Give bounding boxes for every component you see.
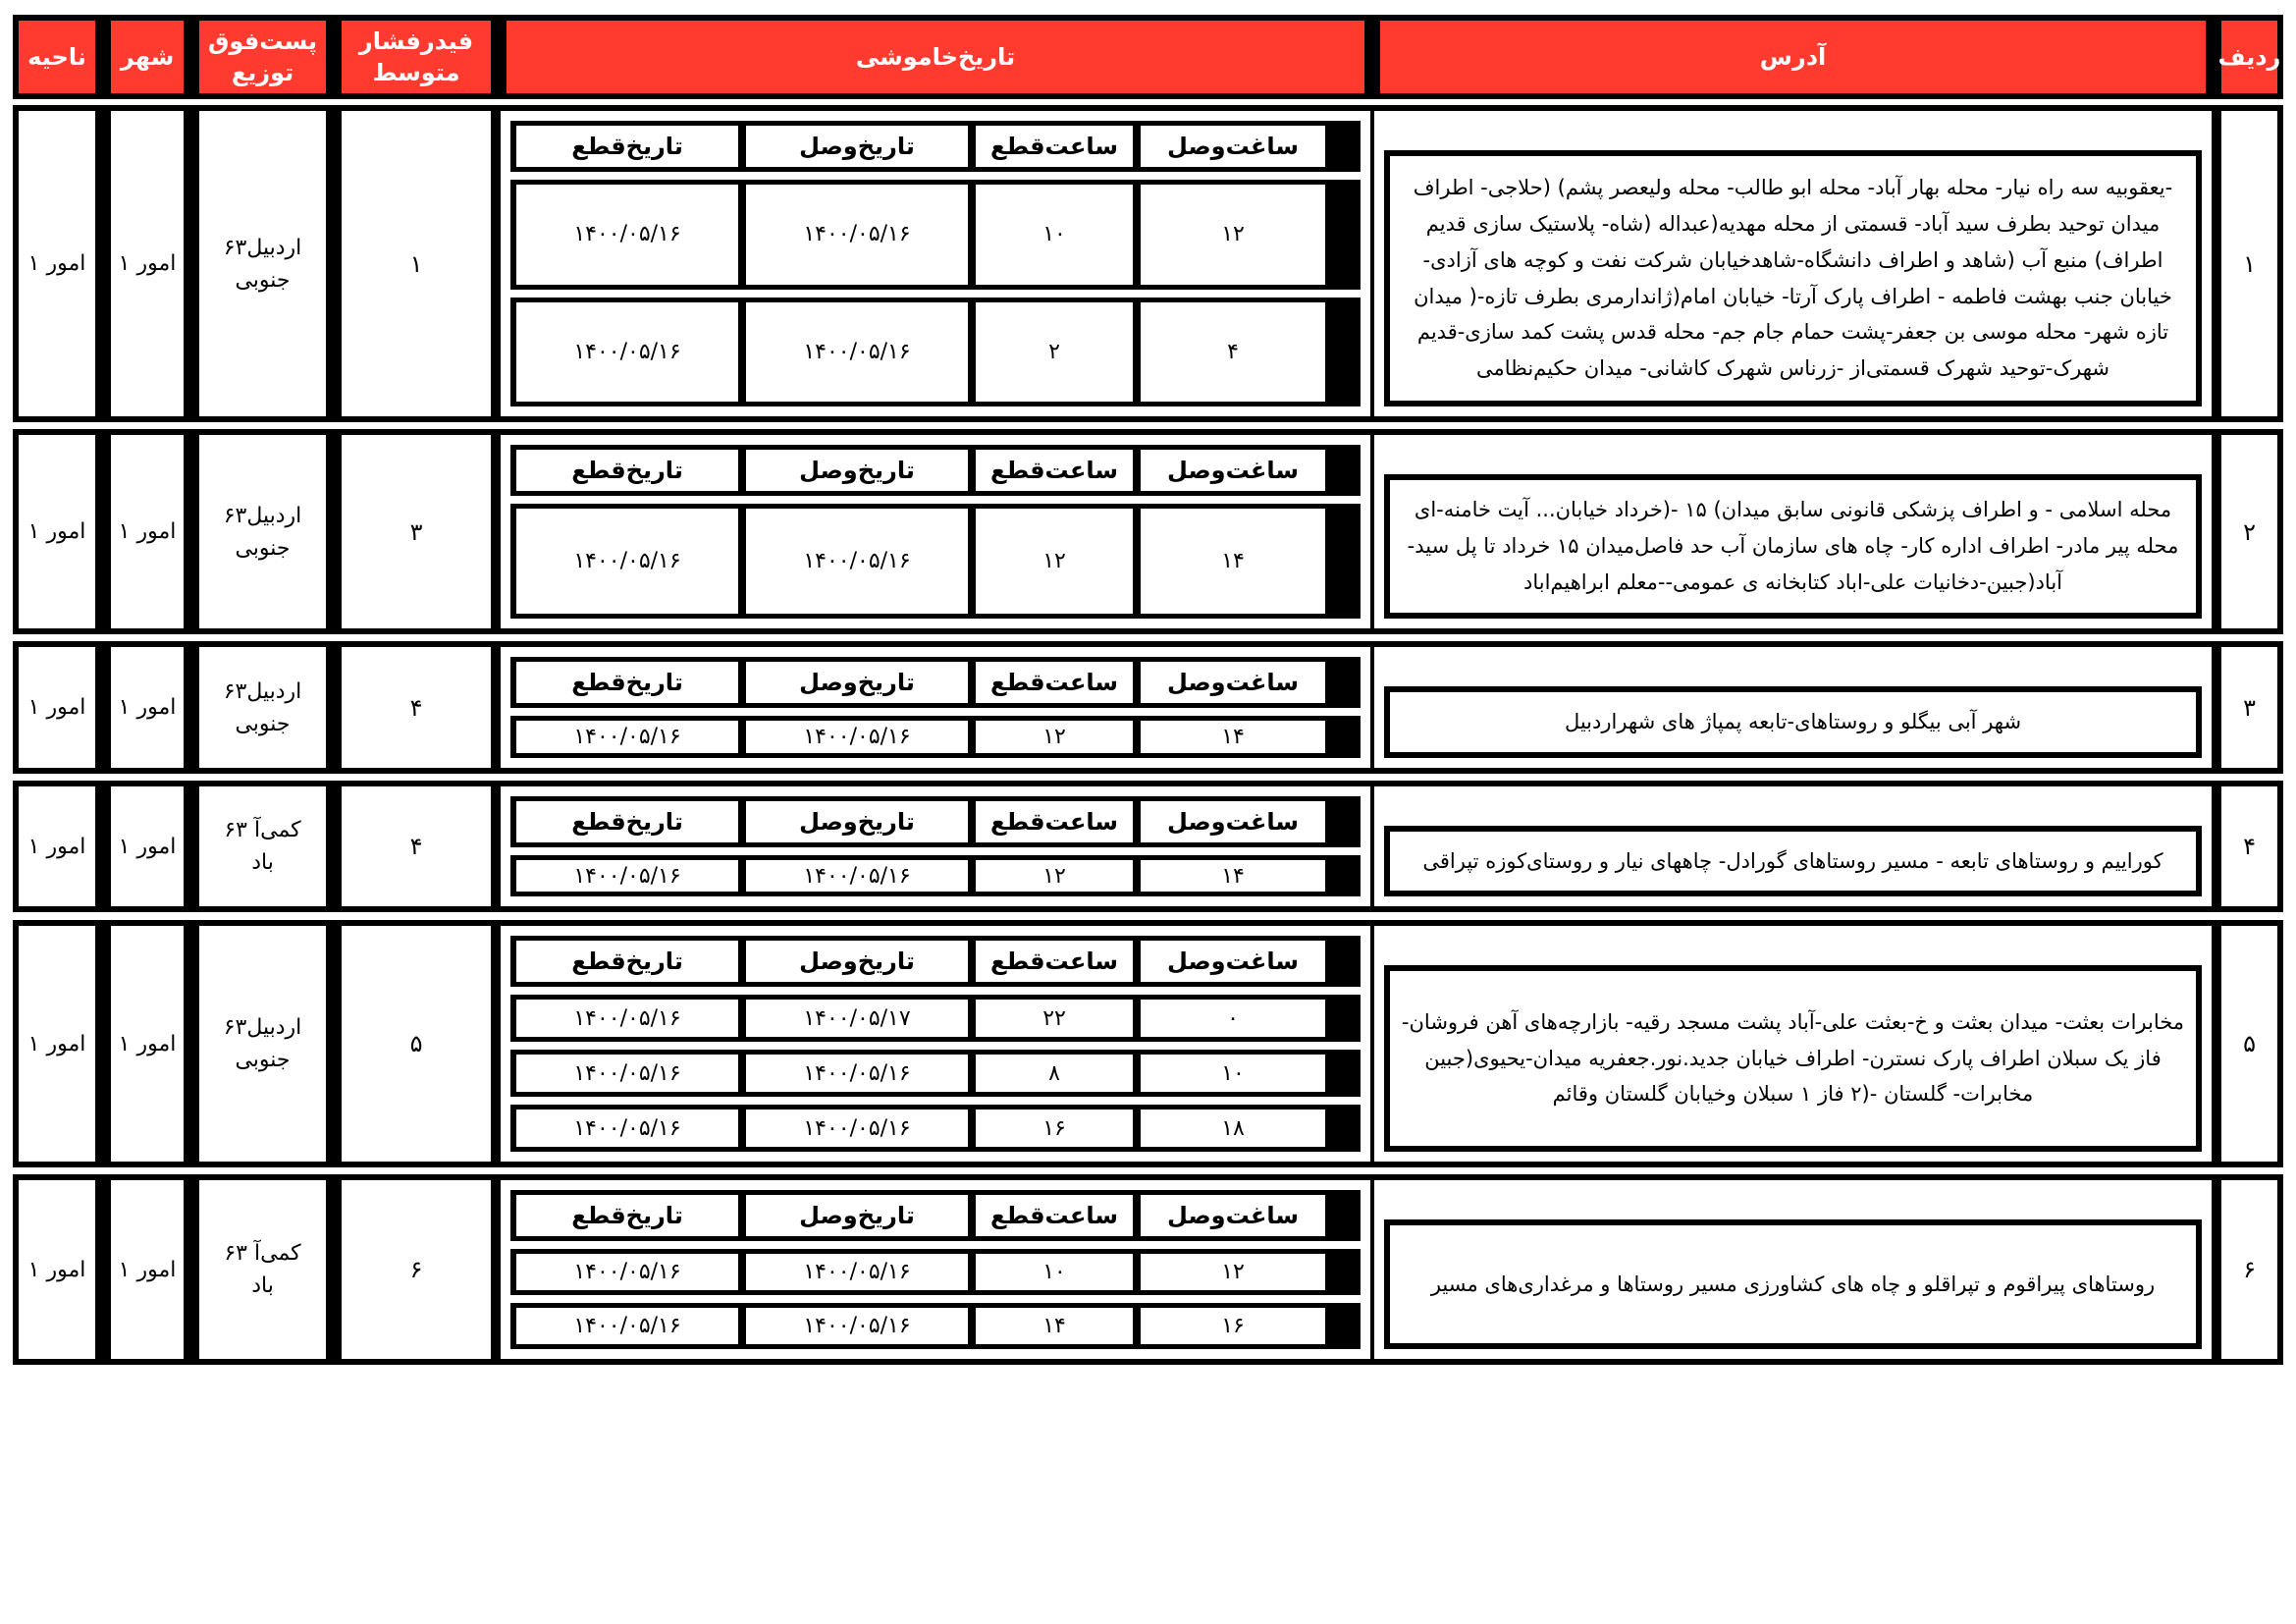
times-connect-date: ۱۴۰۰/۰۵/۱۶ [746,509,968,614]
times-header-connect-date: تاریخ‌وصل [746,662,968,703]
times-row [510,995,1361,1042]
times-header-cut-hour: ساعت‌قطع [976,450,1133,491]
row-substation: اردبیل۶۳ جنوبی [193,641,332,774]
times-connect-hour: ۱۲ [1141,1254,1325,1290]
times-row [510,1050,1361,1097]
address-text: کوراییم و روستاهای تابعه - مسیر روستاهای گورادل- چاههای نیار و روستای‌کوزه تپراقی [1384,826,2202,896]
times-header-connect-hour: ساغت‌وصل [1141,662,1325,703]
times-header-connect-date: تاریخ‌وصل [746,941,968,982]
row-feeder: ۴ [336,641,497,774]
times-header-cut-hour: ساعت‌قطع [976,126,1133,167]
address-cell [1374,111,2212,416]
row-number: ۶ [2216,1174,2283,1365]
times-header-cut-date: تاریخ‌قطع [516,1195,738,1236]
times-header-cut-date: تاریخ‌قطع [516,801,738,842]
row-city: امور ۱ [105,781,189,912]
times-connect-hour: ۱۴ [1141,860,1325,892]
times-cut-hour: ۸ [976,1055,1133,1092]
row-number: ۲ [2216,429,2283,634]
row-feeder: ۶ [336,1174,497,1365]
outage-times [501,926,1370,1162]
times-header-connect-date: تاریخ‌وصل [746,450,968,491]
times-connect-hour: ۴ [1141,302,1325,403]
row-region: امور ۱ [13,429,101,634]
header-row-number: ردیف [2216,15,2283,99]
times-connect-date: ۱۴۰۰/۰۵/۱۶ [746,185,968,285]
times-cut-date: ۱۴۰۰/۰۵/۱۶ [516,1308,738,1344]
outage-times [501,1180,1370,1359]
times-header-cut-date: تاریخ‌قطع [516,941,738,982]
row-feeder: ۴ [336,781,497,912]
times-connect-hour: ۱۴ [1141,721,1325,753]
times-connect-date: ۱۴۰۰/۰۵/۱۶ [746,1110,968,1147]
header-region: ناحیه [13,15,101,99]
times-header-connect-hour: ساغت‌وصل [1141,126,1325,167]
row-number: ۴ [2216,781,2283,912]
times-row [510,716,1361,758]
times-header-connect-hour: ساغت‌وصل [1141,450,1325,491]
times-cut-hour: ۲ [976,302,1133,403]
outage-times [501,786,1370,906]
times-cut-date: ۱۴۰۰/۰۵/۱۶ [516,1000,738,1037]
address-cell [1374,435,2212,628]
times-connect-date: ۱۴۰۰/۰۵/۱۶ [746,1254,968,1290]
row-substation: کمی‌آ ۶۳ باد [193,1174,332,1365]
header-city: شهر [105,15,189,99]
row-city: امور ۱ [105,105,189,422]
times-connect-hour: ۰ [1141,1000,1325,1037]
times-header [510,445,1361,496]
address-cell [1374,1180,2212,1359]
header-substation: پست‌فوق توزیع [193,15,332,99]
times-cut-date: ۱۴۰۰/۰۵/۱۶ [516,302,738,403]
times-header-connect-date: تاریخ‌وصل [746,801,968,842]
row-region: امور ۱ [13,1174,101,1365]
corner-mark-icon [1382,932,1388,946]
times-cut-date: ۱۴۰۰/۰۵/۱۶ [516,1110,738,1147]
corner-mark-icon [1382,792,1388,806]
times-cut-hour: ۱۰ [976,185,1133,285]
times-header-connect-hour: ساغت‌وصل [1141,801,1325,842]
times-header-cut-date: تاریخ‌قطع [516,450,738,491]
header-address: آدرس [1374,15,2212,99]
row-feeder: ۳ [336,429,497,634]
address-text: -یعقوبیه سه راه نیار- محله بهار آباد- محله ابو طالب- محله ولیعصر پشم) (حلاجی- اطراف میدان توحید بطرف سید آباد- قسمتی از محله مهدیه(عبداله (شاه- پلاستیک سازی قدیم اطراف) منبع آب (شاهد و اطراف دانشگاه-شاهدخیابان شرکت نفت و کوچه های آزادی- خیابان جنب بهشت فاطمه - اطراف پارک آرتا- خیابان امام(ژاندارمری بطرف تازه-( میدان تازه شهر- محله موسی بن جعفر-پشت حمام جام جم- محله قدس پشت کمد سازی-قدیم شهرک-توحید شهرک قسمتی‌از -زرناس شهرک کاشانی- میدان حکیم‌نظامی [1384,150,2202,406]
times-connect-date: ۱۴۰۰/۰۵/۱۶ [746,1055,968,1092]
outage-times [501,435,1370,628]
times-header [510,936,1361,987]
times-cut-date: ۱۴۰۰/۰۵/۱۶ [516,1254,738,1290]
times-row [510,180,1361,290]
row-region: امور ۱ [13,641,101,774]
times-connect-hour: ۱۴ [1141,509,1325,614]
times-header [510,796,1361,847]
corner-mark-icon [1382,441,1388,455]
times-cut-hour: ۱۰ [976,1254,1133,1290]
row-feeder: ۱ [336,105,497,422]
times-cut-date: ۱۴۰۰/۰۵/۱۶ [516,509,738,614]
address-cell [1374,647,2212,768]
row-substation: اردبیل۶۳ جنوبی [193,920,332,1167]
times-connect-hour: ۱۲ [1141,185,1325,285]
header-feeder: فیدرفشار متوسط [336,15,497,99]
row-substation: اردبیل۶۳ جنوبی [193,429,332,634]
times-cut-date: ۱۴۰۰/۰۵/۱۶ [516,721,738,753]
row-city: امور ۱ [105,429,189,634]
times-connect-hour: ۱۶ [1141,1308,1325,1344]
times-cut-hour: ۱۶ [976,1110,1133,1147]
address-text: شهر آبی بیگلو و روستاهای-تابعه پمپاژ های شهراردبیل [1384,686,2202,758]
times-header [510,121,1361,172]
times-header [510,657,1361,708]
times-row [510,504,1361,619]
address-text: مخابرات بعثت- میدان بعثت و خ-بعثت علی-آباد پشت مسجد رقیه- بازارچه‌های آهن فروشان- فاز یک سبلان اطراف پارک نسترن- اطراف خیابان جدید.نور.جعفریه میدان-یحیوی(جبین مخابرات- گلستان -(۲ فاز ۱ سبلان وخیابان گلستان وقائم [1384,965,2202,1152]
times-header-connect-hour: ساغت‌وصل [1141,1195,1325,1236]
times-cut-hour: ۱۲ [976,860,1133,892]
times-cut-hour: ۲۲ [976,1000,1133,1037]
row-substation: کمی‌آ ۶۳ باد [193,781,332,912]
corner-mark-icon [1382,653,1388,667]
row-feeder: ۵ [336,920,497,1167]
times-cut-date: ۱۴۰۰/۰۵/۱۶ [516,185,738,285]
times-header-cut-date: تاریخ‌قطع [516,662,738,703]
times-header-cut-hour: ساعت‌قطع [976,1195,1133,1236]
row-region: امور ۱ [13,920,101,1167]
times-header-cut-hour: ساعت‌قطع [976,941,1133,982]
row-city: امور ۱ [105,1174,189,1365]
times-row [510,1105,1361,1152]
times-cut-hour: ۱۲ [976,721,1133,753]
times-header-connect-date: تاریخ‌وصل [746,126,968,167]
row-number: ۳ [2216,641,2283,774]
row-number: ۱ [2216,105,2283,422]
times-connect-date: ۱۴۰۰/۰۵/۱۷ [746,1000,968,1037]
outage-times [501,647,1370,768]
times-header-cut-hour: ساعت‌قطع [976,662,1133,703]
address-cell [1374,786,2212,906]
times-connect-hour: ۱۸ [1141,1110,1325,1147]
times-row [510,298,1361,407]
address-text: روستاهای پیراقوم و تپراقلو و چاه های کشاورزی مسیر روستاها و مرغداری‌های مسیر [1384,1219,2202,1349]
times-connect-date: ۱۴۰۰/۰۵/۱۶ [746,1308,968,1344]
address-cell [1374,926,2212,1162]
header-outage-date: تاریخ‌خاموشی [501,15,1370,99]
times-connect-date: ۱۴۰۰/۰۵/۱۶ [746,860,968,892]
row-region: امور ۱ [13,105,101,422]
times-row [510,855,1361,896]
row-city: امور ۱ [105,641,189,774]
corner-mark-icon [1382,117,1388,131]
outage-times [501,111,1370,416]
times-row [510,1249,1361,1295]
times-header-connect-date: تاریخ‌وصل [746,1195,968,1236]
times-connect-hour: ۱۰ [1141,1055,1325,1092]
times-connect-date: ۱۴۰۰/۰۵/۱۶ [746,302,968,403]
times-cut-hour: ۱۲ [976,509,1133,614]
row-city: امور ۱ [105,920,189,1167]
row-region: امور ۱ [13,781,101,912]
times-connect-date: ۱۴۰۰/۰۵/۱۶ [746,721,968,753]
times-row [510,1303,1361,1349]
times-cut-date: ۱۴۰۰/۰۵/۱۶ [516,860,738,892]
times-cut-date: ۱۴۰۰/۰۵/۱۶ [516,1055,738,1092]
times-header-cut-date: تاریخ‌قطع [516,126,738,167]
address-text: محله اسلامی - و اطراف پزشکی قانونی سابق میدان) ۱۵ -(خرداد خیابان... آیت خامنه-ای محله پیر مادر- اطراف اداره کار- چاه های سازمان آب حد فاصل‌میدان ۱۵ خرداد تا پل سید-آباد(جبین-دخانیات علی-اباد کتابخانه ی عمومی--معلم ابراهیم‌اباد [1384,474,2202,619]
row-number: ۵ [2216,920,2283,1167]
times-header-connect-hour: ساغت‌وصل [1141,941,1325,982]
corner-mark-icon [1382,1186,1388,1200]
times-header-cut-hour: ساعت‌قطع [976,801,1133,842]
row-substation: اردبیل۶۳ جنوبی [193,105,332,422]
times-cut-hour: ۱۴ [976,1308,1133,1344]
times-header [510,1190,1361,1241]
